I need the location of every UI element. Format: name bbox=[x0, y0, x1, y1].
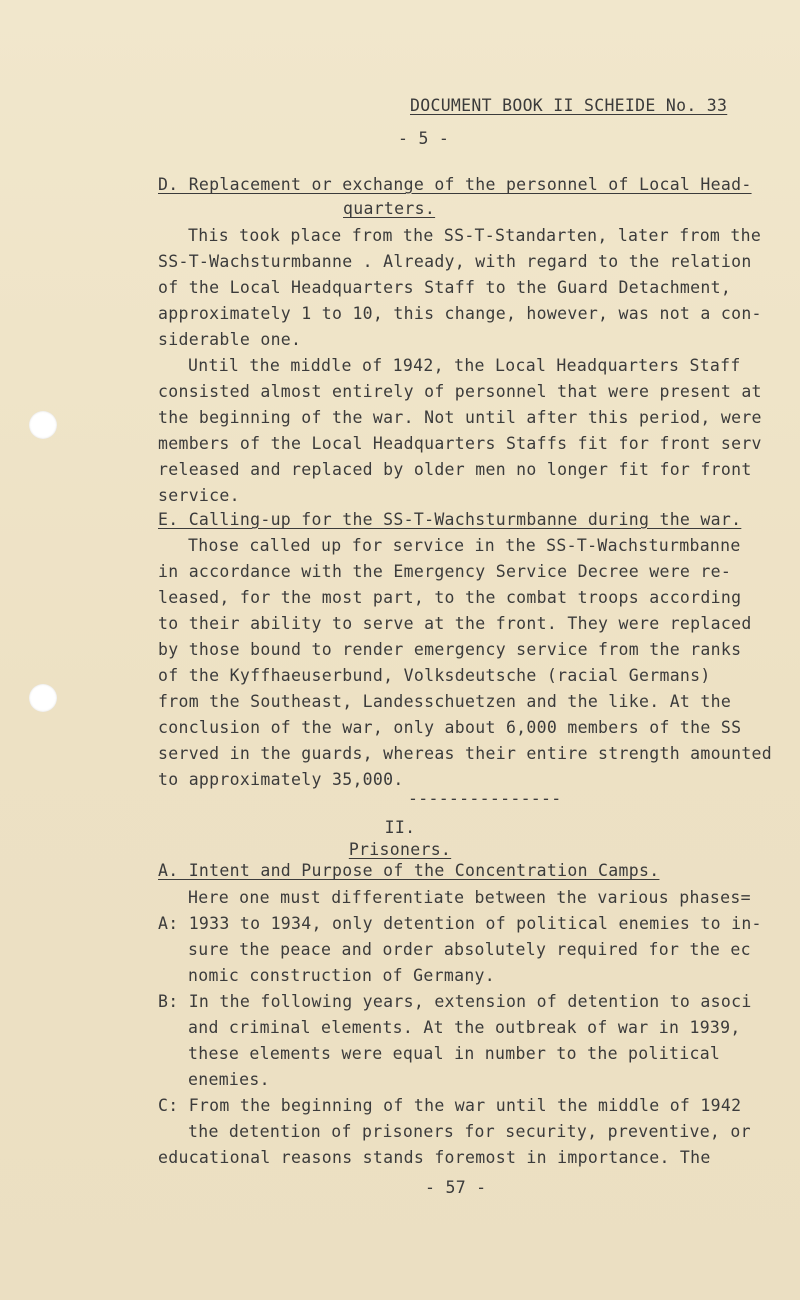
part-ii-text: nomic construction of Germany. bbox=[188, 966, 496, 985]
section-d-text: members of the Local Headquarters Staffs fit for front serv bbox=[158, 434, 762, 453]
heading-e: E. Calling-up for the SS-T-Wachsturmbanne during the war. bbox=[158, 510, 742, 529]
section-e-text: leased, for the most part, to the combat troops according bbox=[158, 588, 742, 607]
section-e-text: by those bound to render emergency service from the ranks bbox=[158, 640, 742, 659]
section-d-text: Until the middle of 1942, the Local Headquarters Staff bbox=[188, 356, 741, 375]
section-e-text: conclusion of the war, only about 6,000 members of the SS bbox=[158, 718, 742, 737]
part-ii-text: enemies. bbox=[188, 1070, 270, 1089]
part-title: Prisoners. bbox=[348, 840, 452, 859]
section-e-text: Those called up for service in the SS-T-Wachsturmbanne bbox=[188, 536, 741, 555]
heading-a: A. Intent and Purpose of the Concentration Camps. bbox=[158, 861, 660, 880]
section-d-text: SS-T-Wachsturmbanne . Already, with regard to the relation bbox=[158, 252, 752, 271]
punch-hole-bottom bbox=[29, 684, 57, 712]
separator-line: --------------- bbox=[408, 789, 562, 808]
part-ii-text: sure the peace and order absolutely required for the ec bbox=[188, 940, 751, 959]
section-d-text: service. bbox=[158, 486, 240, 505]
section-e-text: of the Kyffhaeuserbund, Volksdeutsche (racial Germans) bbox=[158, 666, 711, 685]
part-ii-text: Here one must differentiate between the various phases= bbox=[188, 888, 751, 907]
part-ii-text: educational reasons stands foremost in importance. The bbox=[158, 1148, 711, 1167]
section-d-text: siderable one. bbox=[158, 330, 302, 349]
section-d-text: consisted almost entirely of personnel that were present at bbox=[158, 382, 762, 401]
document-reference: DOCUMENT BOOK II SCHEIDE No. 33 bbox=[410, 96, 728, 115]
section-d-text: of the Local Headquarters Staff to the Guard Detachment, bbox=[158, 278, 732, 297]
heading-d-line-1: D. Replacement or exchange of the personnel of Local Head- bbox=[158, 175, 752, 194]
section-e-text: to their ability to serve at the front. They were replaced bbox=[158, 614, 752, 633]
section-d-text: the beginning of the war. Not until after this period, were bbox=[158, 408, 762, 427]
page-number-footer: - 57 - bbox=[425, 1178, 487, 1197]
punch-hole-top bbox=[29, 411, 57, 439]
part-ii-text: these elements were equal in number to the political bbox=[188, 1044, 721, 1063]
heading-d-line-2: quarters. bbox=[343, 199, 436, 218]
section-d-text: approximately 1 to 10, this change, however, was not a con- bbox=[158, 304, 762, 323]
section-e-text: served in the guards, whereas their entire strength amounted bbox=[158, 744, 773, 763]
part-ii-text: and criminal elements. At the outbreak of war in 1939, bbox=[188, 1018, 741, 1037]
section-d-text: This took place from the SS-T-Standarten, later from the bbox=[188, 226, 762, 245]
part-ii-text: B: In the following years, extension of detention to asoci bbox=[158, 992, 752, 1011]
part-ii-text: A: 1933 to 1934, only detention of political enemies to in- bbox=[158, 914, 762, 933]
section-e-text: from the Southeast, Landesschuetzen and the like. At the bbox=[158, 692, 732, 711]
part-ii-text: C: From the beginning of the war until the middle of 1942 bbox=[158, 1096, 742, 1115]
section-d-text: released and replaced by older men no longer fit for front bbox=[158, 460, 752, 479]
part-ii-text: the detention of prisoners for security, preventive, or bbox=[188, 1122, 751, 1141]
page-section-number: - 5 - bbox=[398, 129, 450, 148]
part-number: II. bbox=[384, 818, 416, 837]
section-e-text: in accordance with the Emergency Service Decree were re- bbox=[158, 562, 732, 581]
section-e-text: to approximately 35,000. bbox=[158, 770, 404, 789]
